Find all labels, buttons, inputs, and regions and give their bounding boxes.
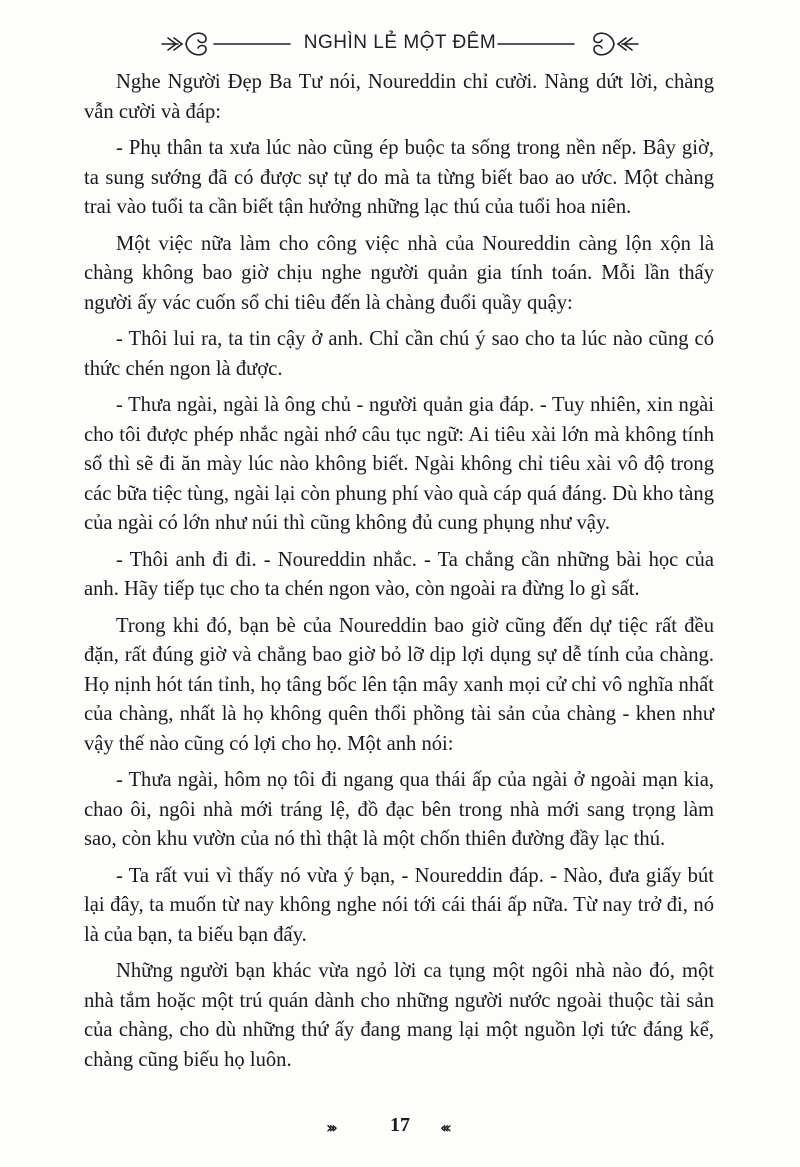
body-text [84, 68, 714, 1082]
paragraph: Những người bạn khác vừa ngỏ lời ca tụng một ngôi nhà nào đó, một nhà tắm hoặc một trú quán dành cho những người nước ngoài thuộc tài sản của chàng, cho dù những thứ ấy đang mang lại một nguồn lợi tức đáng kể, chàng cũng biếu họ luôn. [84, 960, 714, 1071]
paragraph: Trong khi đó, bạn bè của Noureddin bao giờ cũng đến dự tiệc rất đều đặn, rất đúng giờ và chẳng bao giờ bỏ lỡ dịp lợi dụng sự dễ tính của chàng. Họ nịnh hót tán tỉnh, họ tâng bốc lên tận mây xanh mọi cử chỉ vô nghĩa nhất của chàng, nhất là họ không quên thổi phồng tài sản của chàng - khen như vậy thế nào cũng có lợi cho họ. Một anh nói: [84, 614, 714, 755]
paragraph: - Thôi lui ra, ta tin cậy ở anh. Chỉ cần chú ý sao cho ta lúc nào cũng có thức chén ngon là được. [84, 328, 714, 380]
page-number: 17 [390, 1114, 410, 1136]
footer-right-ornament: ‹‹‹ [440, 1118, 448, 1137]
header-title: NGHÌN LẺ MỘT ĐÊM [303, 32, 497, 53]
running-header [0, 22, 800, 68]
paragraph: - Thưa ngài, hôm nọ tôi đi ngang qua thái ấp của ngài ở ngoài mạn kia, chao ôi, ngôi nhà mới tráng lệ, đồ đạc bên trong nhà mới sang trọng làm sao, còn khu vườn của nó thì thật là một chốn thiên đường đầy lạc thú. [84, 769, 714, 850]
paragraph: - Thưa ngài, ngài là ông chủ - người quản gia đáp. - Tuy nhiên, xin ngài cho tôi được phép nhắc ngài nhớ câu tục ngữ: Ai tiêu xài lớn mà không tính sổ thì sẽ đi ăn mày lúc nào không biết. Ngài không chỉ tiêu xài vô độ trong các bữa tiệc tùng, ngài lại còn phung phí vào quà cáp quá đáng. Dù kho tàng của ngài có lớn như núi thì cũng không đủ cung phụng như vậy. [84, 394, 714, 534]
paragraph: - Phụ thân ta xưa lúc nào cũng ép buộc ta sống trong nền nếp. Bây giờ, ta sung sướng đã có được sự tự do mà ta từng biết bao ao ước. Một chàng trai vào tuổi ta cần biết tận hưởng những lạc thú của tuổi hoa niên. [84, 137, 714, 218]
paragraph: - Thôi anh đi đi. - Noureddin nhắc. - Ta chẳng cần những bài học của anh. Hãy tiếp tục cho ta chén ngon vào, còn ngoài ra đừng lo gì sất. [84, 548, 714, 600]
page-footer [0, 1110, 800, 1146]
paragraph: - Ta rất vui vì thấy nó vừa ý bạn, - Noureddin đáp. - Nào, đưa giấy bút lại đây, ta muốn từ nay không nghe nói tới cái thái ấp nữa. Từ nay trở đi, nó là của bạn, ta biếu bạn đấy. [84, 864, 714, 946]
footer-left-ornament: ››› [326, 1118, 334, 1137]
paragraph: Nghe Người Đẹp Ba Tư nói, Noureddin chỉ cười. Nàng dứt lời, chàng vẫn cười và đáp: [84, 71, 714, 123]
paragraph: Một việc nữa làm cho công việc nhà của Noureddin càng lộn xộn là chàng không bao giờ chịu nghe người quản gia tính toán. Mỗi lần thấy người ấy vác cuốn sổ chi tiêu đến là chàng đuổi quầy quậy: [84, 232, 714, 314]
